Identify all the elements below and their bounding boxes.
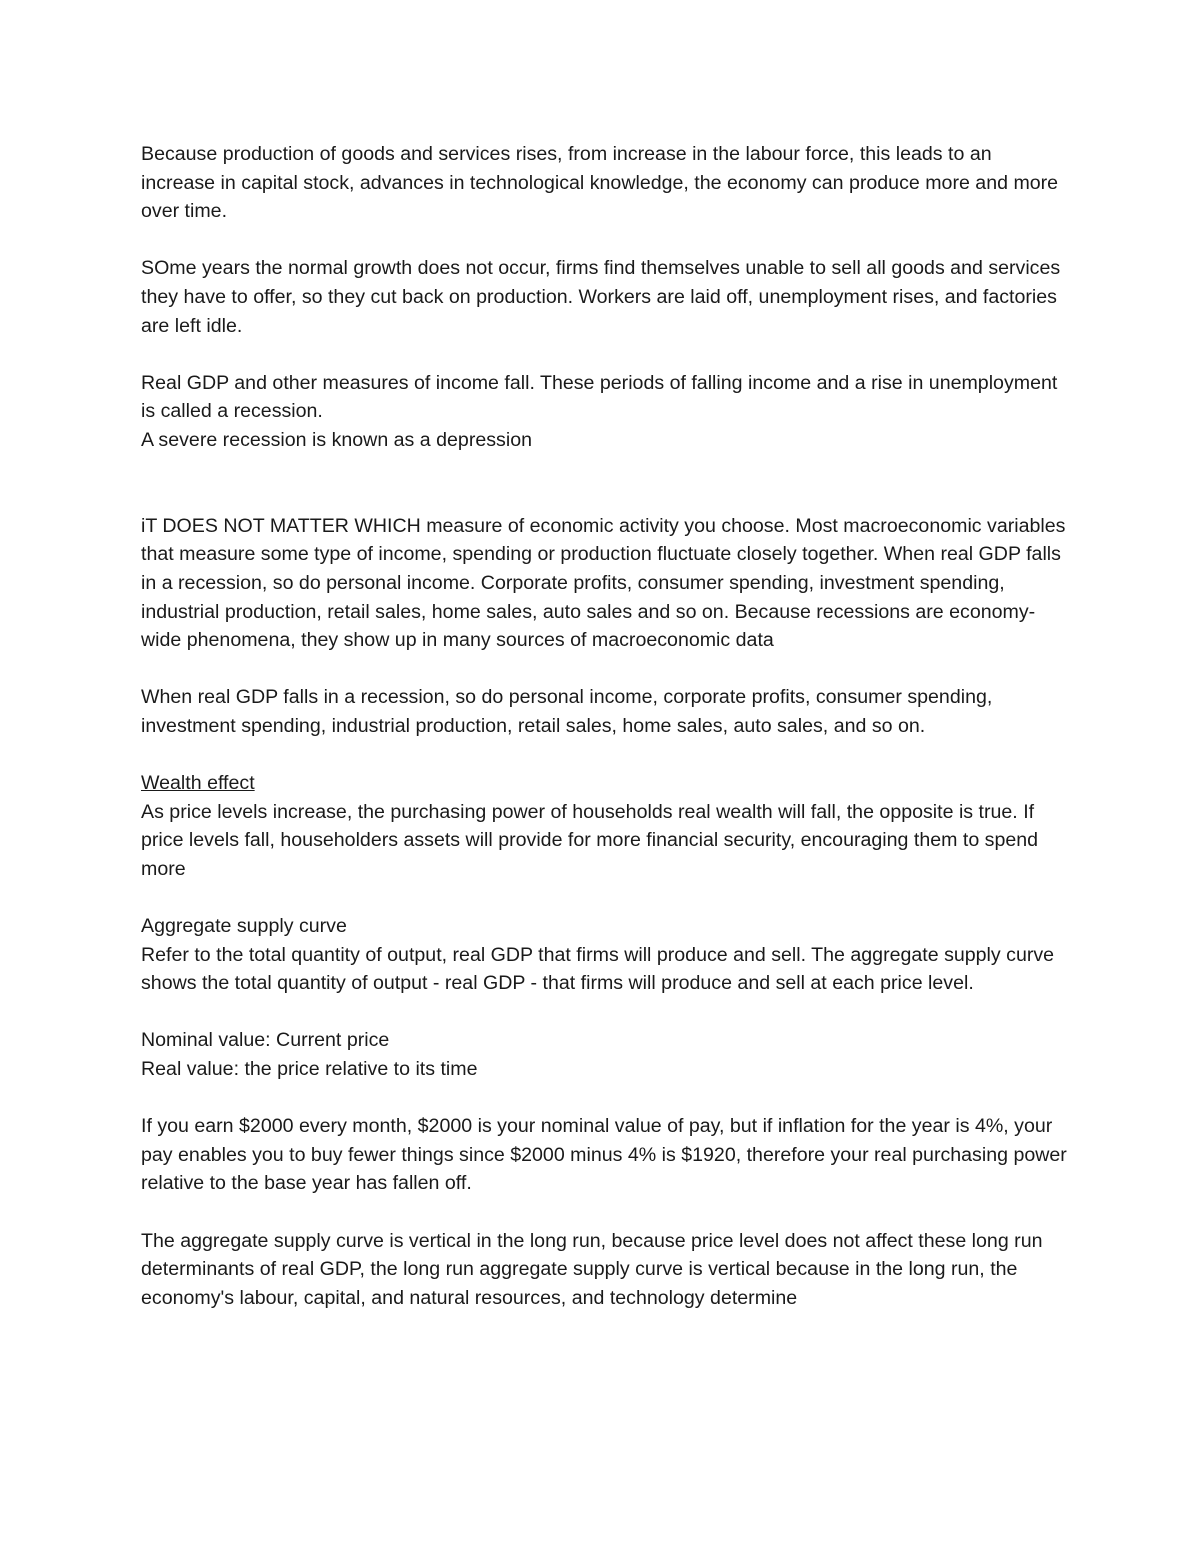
- paragraph-no-growth: SOme years the normal growth does not occur, firms find themselves unable to sell all goods and services they have to offer, so they cut back on production. Workers are laid off, unemployment rises, and factories are left idle.: [141, 257, 1061, 337]
- depression-definition: A severe recession is known as a depression: [141, 428, 532, 451]
- paragraph-nominal-real: [141, 1026, 1071, 1083]
- document-body: [141, 140, 1071, 1312]
- wealth-effect-heading: Wealth effect: [141, 772, 255, 795]
- aggregate-supply-text: Refer to the total quantity of output, real GDP that firms will produce and sell. The aggregate supply curve shows the total quantity of output - real GDP - that firms will produce and sell at each price level.: [141, 943, 1055, 995]
- paragraph-recession: [141, 369, 1071, 455]
- nominal-value-definition: Nominal value: Current price: [141, 1029, 390, 1052]
- paragraph-inflation-example: If you earn $2000 every month, $2000 is your nominal value of pay, but if inflation for the year is 4%, your pay enables you to buy fewer things since $2000 minus 4% is $1920, therefore your real purchasing power relative to the base year has fallen off.: [141, 1115, 1067, 1195]
- paragraph-growth: Because production of goods and services rises, from increase in the labour force, this leads to an increase in capital stock, advances in technological knowledge, the economy can produce more and more over time.: [141, 143, 1059, 223]
- wealth-effect-text: As price levels increase, the purchasing power of households real wealth will fall, the opposite is true. If price levels fall, householders assets will provide for more financial security, encouraging them to spend more: [141, 800, 1039, 880]
- recession-definition: Real GDP and other measures of income fall. These periods of falling income and a rise in unemployment is called a recession.: [141, 371, 1058, 423]
- paragraph-wealth-effect: [141, 769, 1071, 883]
- paragraph-aggregate-supply: [141, 912, 1071, 998]
- real-value-definition: Real value: the price relative to its time: [141, 1058, 478, 1080]
- paragraph-gdp-falls: When real GDP falls in a recession, so do personal income, corporate profits, consumer spending, investment spending, industrial production, retail sales, home sales, auto sales, and so on.: [141, 686, 993, 737]
- blank-line: [141, 483, 1071, 512]
- paragraph-long-run-supply: The aggregate supply curve is vertical in the long run, because price level does not affect these long run determinants of real GDP, the long run aggregate supply curve is vertical because in the long run, the economy's labour, capital, and natural resources, and technology determine: [141, 1229, 1043, 1309]
- aggregate-supply-heading: Aggregate supply curve: [141, 915, 347, 938]
- paragraph-economic-activity: iT DOES NOT MATTER WHICH measure of economic activity you choose. Most macroeconomic variables that measure some type of income, spending or production fluctuate closely together. When real GDP falls in a recession, so do personal income. Corporate profits, consumer spending, investment spending, industrial production, retail sales, home sales, auto sales and so on. Because recessions are economy-wide phenomena, they show up in many sources of macroeconomic data: [141, 514, 1066, 652]
